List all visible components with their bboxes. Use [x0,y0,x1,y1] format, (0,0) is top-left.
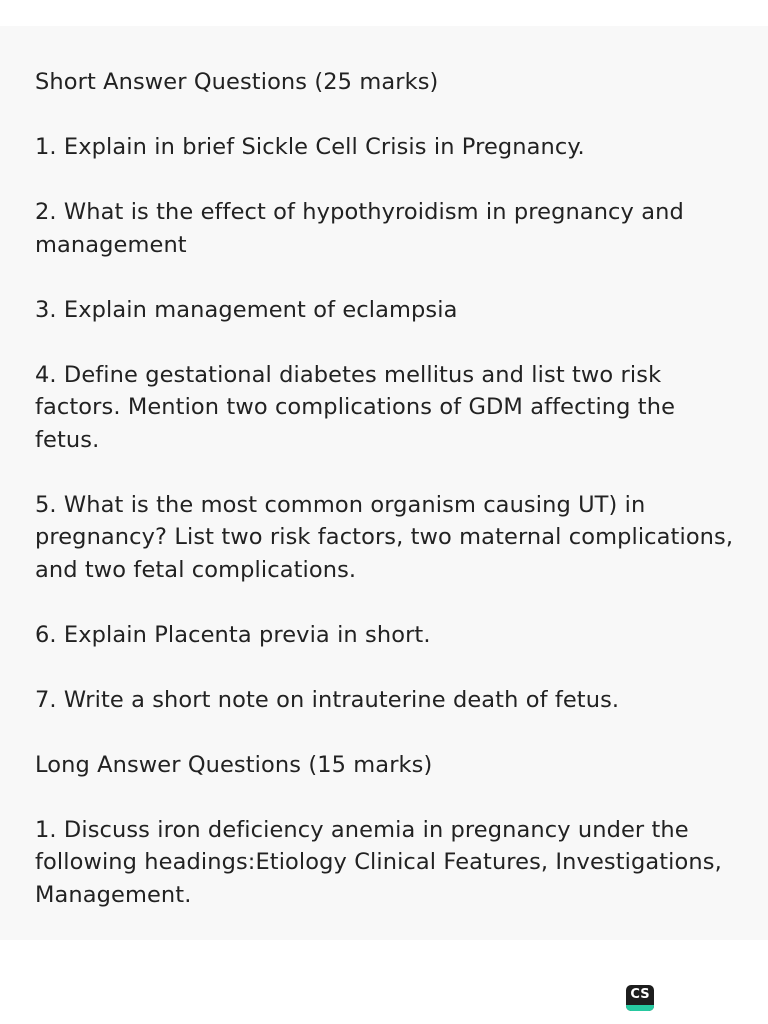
short-question-5: 5. What is the most common organism causing UT) in pregnancy? List two risk factors, two maternal complications, and two fetal complications. [35,491,734,583]
short-answer-heading: Short Answer Questions (25 marks) [35,69,439,95]
long-answer-heading: Long Answer Questions (15 marks) [35,751,433,778]
question-paper [35,66,735,944]
long-question-1: 1. Discuss iron deficiency anemia in pregnancy under the following headings:Etiology Clinical Features, Investigations, Management. [35,816,722,908]
short-question-1: 1. Explain in brief Sickle Cell Crisis in Pregnancy. [35,134,585,160]
short-question-2: 2. What is the effect of hypothyroidism in pregnancy and management [35,199,684,258]
short-question-4: 4. Define gestational diabetes mellitus and list two risk factors. Mention two complications of GDM affecting the fetus. [35,361,676,453]
camscanner-logo-icon [626,985,654,1011]
short-question-6: 6. Explain Placenta previa in short. [35,621,431,648]
camscanner-logo-text: CS [630,987,650,1002]
camscanner-logo-accent [626,1005,654,1011]
short-question-7: 7. Write a short note on intrauterine death of fetus. [35,686,620,713]
top-margin [0,0,768,26]
bottom-margin [0,940,768,1024]
short-question-3: 3. Explain management of eclampsia [35,296,458,323]
document-page [0,26,768,940]
